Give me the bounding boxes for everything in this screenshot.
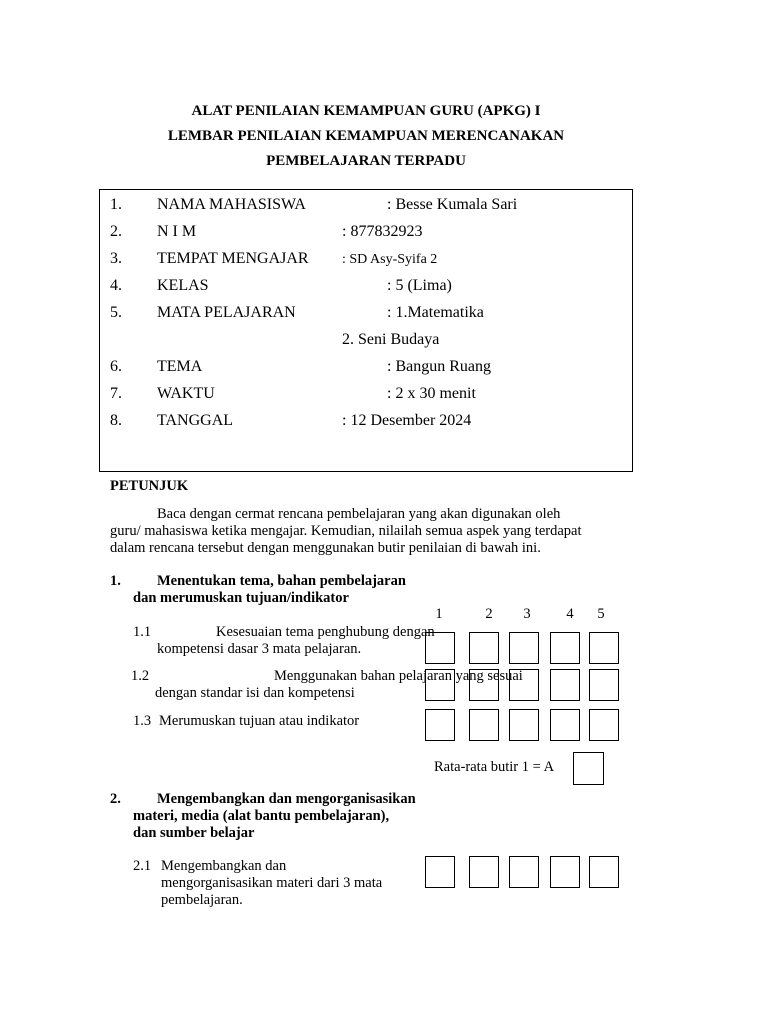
section-title: materi, media (alat bantu pembelajaran), (133, 808, 390, 824)
score-box-3[interactable] (509, 856, 539, 888)
scale-label: 5 (597, 606, 605, 622)
row-label: KELAS (157, 277, 209, 294)
title-line-2: LEMBAR PENILAIAN KEMAMPUAN MERENCANAKAN (167, 128, 565, 144)
item-number: 1.3 (133, 713, 152, 729)
item-number: 1.2 (131, 668, 150, 684)
item-text: kompetensi dasar 3 mata pelajaran. (157, 641, 362, 657)
item-text: Menggunakan bahan pelajaran yang sesuai (274, 668, 523, 684)
scale-label: 2 (485, 606, 493, 622)
row-number: 7. (110, 385, 122, 402)
row-number: 2. (110, 223, 122, 240)
title-line-3: PEMBELAJARAN TERPADU (266, 153, 466, 169)
score-box-2[interactable] (469, 709, 499, 741)
score-box-4[interactable] (550, 856, 580, 888)
row-value: : 5 (Lima) (387, 277, 452, 294)
average-box[interactable] (573, 752, 604, 785)
item-text: pembelajaran. (161, 892, 243, 908)
score-box-1[interactable] (425, 709, 455, 741)
row-value: : 2 x 30 menit (387, 385, 476, 402)
score-box-2[interactable] (469, 856, 499, 888)
row-label: TANGGAL (157, 412, 234, 429)
section-number: 2. (110, 791, 121, 807)
score-box-4[interactable] (550, 669, 580, 701)
row-value: : Besse Kumala Sari (387, 196, 518, 213)
instructions-text: dalam rencana tersebut dengan menggunakan butir penilaian di bawah ini. (110, 540, 541, 556)
instructions-text: guru/ mahasiswa ketika mengajar. Kemudian, nilailah semua aspek yang terdapat (110, 523, 582, 539)
row-label: MATA PELAJARAN (157, 304, 296, 321)
score-box-5[interactable] (589, 856, 619, 888)
section-title: dan sumber belajar (133, 825, 255, 841)
item-text: Mengembangkan dan (161, 858, 287, 874)
section-title: Mengembangkan dan mengorganisasikan (157, 791, 416, 807)
score-box-3[interactable] (509, 709, 539, 741)
section-title: dan merumuskan tujuan/indikator (133, 590, 349, 606)
score-box-3[interactable] (509, 669, 539, 701)
row-label: NAMA MAHASISWA (157, 196, 306, 213)
row-number: 8. (110, 412, 122, 429)
average-label: Rata-rata butir 1 = A (434, 759, 555, 775)
score-box-5[interactable] (589, 669, 619, 701)
scale-label: 3 (523, 606, 531, 622)
row-number: 5. (110, 304, 122, 321)
score-box-1[interactable] (425, 632, 455, 664)
score-box-4[interactable] (550, 709, 580, 741)
row-number: 3. (110, 250, 122, 267)
row-label: TEMA (157, 358, 203, 375)
section-title: Menentukan tema, bahan pembelajaran (157, 573, 406, 589)
row-value: 2. Seni Budaya (342, 331, 440, 348)
row-value: : 877832923 (342, 223, 423, 240)
row-value: : Bangun Ruang (387, 358, 491, 375)
row-number: 1. (110, 196, 122, 213)
item-text: mengorganisasikan materi dari 3 mata (161, 875, 383, 891)
row-label: N I M (157, 223, 197, 240)
instructions-heading: PETUNJUK (110, 478, 189, 494)
item-text: Merumuskan tujuan atau indikator (159, 713, 360, 729)
title-line-1: ALAT PENILAIAN KEMAMPUAN GURU (APKG) I (191, 103, 541, 119)
score-box-5[interactable] (589, 632, 619, 664)
row-label: TEMPAT MENGAJAR (157, 250, 309, 267)
row-number: 4. (110, 277, 122, 294)
row-value: : SD Asy-Syifa 2 (342, 252, 438, 267)
section-number: 1. (110, 573, 121, 589)
score-box-2[interactable] (469, 669, 499, 701)
row-number: 6. (110, 358, 122, 375)
score-box-3[interactable] (509, 632, 539, 664)
item-text: Kesesuaian tema penghubung dengan (216, 624, 435, 640)
score-box-2[interactable] (469, 632, 499, 664)
score-box-1[interactable] (425, 669, 455, 701)
score-box-1[interactable] (425, 856, 455, 888)
score-box-5[interactable] (589, 709, 619, 741)
item-number: 1.1 (133, 624, 152, 640)
row-value: : 1.Matematika (387, 304, 484, 321)
item-number: 2.1 (133, 858, 152, 874)
item-text: dengan standar isi dan kompetensi (155, 685, 355, 701)
row-label: WAKTU (157, 385, 215, 402)
instructions-text: Baca dengan cermat rencana pembelajaran yang akan digunakan oleh (157, 506, 561, 522)
row-value: : 12 Desember 2024 (342, 412, 472, 429)
scale-label: 1 (435, 606, 443, 622)
scale-label: 4 (566, 606, 574, 622)
score-box-4[interactable] (550, 632, 580, 664)
